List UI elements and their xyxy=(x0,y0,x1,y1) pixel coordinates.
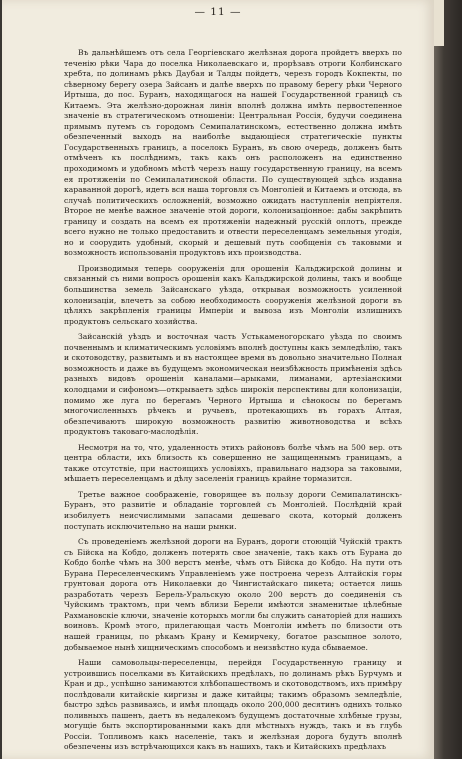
paragraph: Зайсанскій уѣздъ и восточная часть Устькаменогорскаго уѣзда по своимъ почвеннымъ и климатическимъ условіямъ вполнѣ доступны какъ земледѣлію, такъ и скотоводству, развитымъ и въ настоящее время въ довольно значительно Полная возможность и даже въ будущемъ экономическая неизбѣжность примѣненія здѣсь разныхъ видовъ орошенія каналами—арыками, лиманами, артезіанскими колодцами и сифономъ—открываетъ здѣсь широкія перспективы для колонизаціи, помимо же луга по берегамъ Черного Иртыша и сѣнокосы по берегамъ многочисленныхъ рѣчекъ и ручьевъ, протекающихъ въ горахъ Алтая, обезпечиваютъ широкую возможность развитію животноводства и всѣхъ продуктовъ таковаго-маслодѣлія. xyxy=(64,332,402,437)
paragraph: Несмотря на то, что, удаленность этихъ районовъ болѣе чѣмъ на 500 вер. отъ центра области, ихъ близость къ совершенно не защищеннымъ границамъ, а также отсутствіе, при настоящихъ условіяхъ, правильнаго надзора за таковыми, мѣшаетъ переселенцамъ и дѣлу заселенія границъ крайне тормазится. xyxy=(64,442,402,484)
paragraph: Третье важное соображеніе, говорящее въ пользу дороги Семипалатинскъ-Буранъ, это развитіе и обладаніе торговлей съ Монголіей. Послѣдній край изобилуетъ неисчислимыми запасами дешеваго скота, который долженъ поступать исключительно на наши рынки. xyxy=(64,489,402,531)
book-page xyxy=(2,0,434,759)
book-spine-edge xyxy=(434,0,462,759)
paragraph: Производимыя теперь сооруженія для орошенія Кальджирской долины и связанный съ ними вопросъ орошенія какъ Кальджирской долины, такъ и вообще большинства земель Зайсанскаго уѣзда, открывая возможность усиленной колонизаціи, влечетъ за собою необходимость сооруженія желѣзной дороги въ цѣляхъ закрѣпленія границы Имперіи и вывоза изъ Монголіи излишнихъ продуктовъ сельскаго хозяйства. xyxy=(64,263,402,326)
paragraph: Наши самовольцы-переселенцы, перейдя Государственную границу и устроившись поселками въ Китайскихъ предѣлахъ, по долинамъ рѣкъ Бурчумъ и Кран и др., успѣшно занимаются хлѣбопашествомъ и скотоводствомъ, ихъ примѣру послѣдовали китайскіе киргизы и даже китайцы; такимъ образомъ земледѣліе, быстро здѣсь развиваясь, и имѣя площадь около 200,000 десятинъ однихъ только поливныхъ пашенъ, даетъ въ недалекомъ будущемъ достаточные хлѣбные грузы, могущіе быть экспортированными какъ для мѣстныхъ нуждъ, такъ и въ глубь Россіи. Топливомъ какъ населеніе, такъ и желѣзная дорога будутъ вполнѣ обезпечены изъ встрѣчающихся какъ въ нашихъ, такъ и Китайскихъ предѣлахъ xyxy=(64,658,402,752)
paragraph: Въ дальнѣйшемъ отъ села Георгіевскаго желѣзная дорога пройдетъ вверхъ по теченію рѣки Чара до поселка Николаевскаго и, прорѣзавъ отроги Колбинскаго хребта, по долинамъ рѣкъ Даубая и Талды пойдетъ, черезъ городъ Кокпекты, по сѣверному берегу озера Зайсанъ и далѣе вверхъ по правому берегу рѣки Черного Иртыша, до пос. Буранъ, находящагося на нашей Государственной границѣ съ Китаемъ. Эта желѣзно-дорожная линія вполнѣ должна имѣть первостепенное значеніе въ стратегическомъ отношеніи: Центральная Россія, будучи соединена прямымъ путемъ съ городомъ Семипалатинскомъ, естественно должна имѣть обезпеченный выходъ на наиболѣе выдающіеся стратегическіе пункты Государственныхъ границъ, а поселокъ Буранъ, въ свою очередь, долженъ быть отмѣченъ къ послѣднимъ, такъ какъ онъ расположенъ на единственно проходимомъ и удобномъ мѣстѣ черезъ нашу государственную границу, на всемъ ея протяженіи по Семипалатинской области. По существующей здѣсь издавна караванной дорогѣ, идетъ вся наша торговля съ Монголіей и Китаемъ и отсюда, въ случаѣ политическихъ осложненій, возможно ожидать наступленія непріятеля. Второе не менѣе важное значеніе этой дороги, колонизаціонное: дабы закрѣпить границу и создать на всемъ ея протяженіи надежный русскій оплотъ, прежде всего нужно не только предоставить и отвести переселенцамъ земельныя угодія, но и соорудить удобный, скорый и дешевый путь сообщенія съ таковыми и возможность использованія продуктовъ ихъ производства. xyxy=(64,48,402,258)
paragraph: Съ проведеніемъ желѣзной дороги на Буранъ, дороги стоющій Чуйскій трактъ съ Бійска на Кобдо, долженъ потерять свое значеніе, такъ какъ отъ Бурана до Кобдо болѣе чѣмъ на 300 верстъ менѣе, чѣмъ отъ Бійска до Кобдо. На пути отъ Бурана Переселенческимъ Управленіемъ уже построена черезъ Алтайскія горы грунтовая дорога отъ Николаевки до Чингистайскаго пикета; остается лишь разработать черезъ Берель-Уральскую около 200 верстъ до соединенія съ Чуйскимъ трактомъ, при чемъ вблизи Берели имѣются знаменитые цѣлебные Рахмановскіе ключи, значеніе которыхъ могли бы служить санаторіей для нашихъ воиновъ. Кромѣ этого, прилегающая часть Монголіи имѣетъ по близости отъ нашей границы, по рѣкамъ Крану и Кемирчеку, богатое разсыпное золото, добываемое нынѣ хищническимъ способомъ и неизвѣстно куда сбываемое. xyxy=(64,537,402,652)
page-number: — 11 — xyxy=(194,6,242,18)
body-text xyxy=(64,48,402,753)
page-edge-tab xyxy=(434,0,444,46)
